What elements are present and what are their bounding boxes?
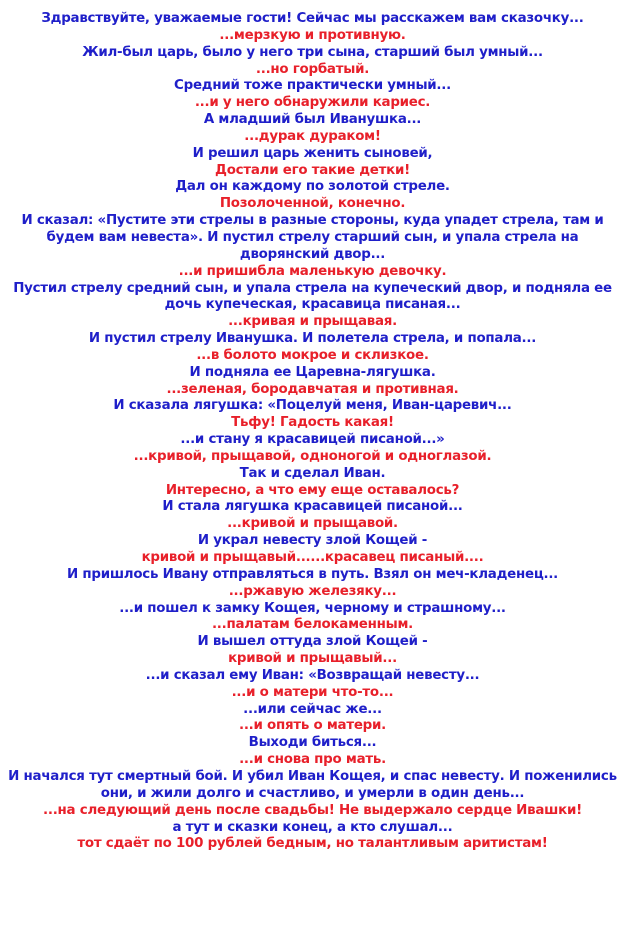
narrator-line: И сказал: «Пустите эти стрелы в разные стороны, куда упадет стрела, там и будем вам невеста». И пустил стрелу старший сын, и упала стрела на дворянский двор... [21, 213, 604, 262]
narrator-line: ...или сейчас же... [243, 701, 382, 717]
narrator-line: ...и стану я красавицей писаной...» [180, 432, 445, 448]
heckler-line: Достали его такие детки! [215, 162, 410, 178]
heckler-line: ...мерзкую и противную. [219, 27, 406, 43]
narrator-line: Здравствуйте, уважаемые гости! Сейчас мы расскажем вам сказочку... [41, 11, 584, 26]
heckler-line: ...в болото мокрое и склизкое. [196, 347, 429, 363]
heckler-line: ...зеленая, бородавчатая и противная. [166, 381, 459, 397]
narrator-line: ...и сказал ему Иван: «Возвращай невесту... [145, 667, 480, 683]
heckler-line: ...ржавую железяку... [228, 583, 397, 599]
narrator-line: А младший был Иванушка... [203, 112, 422, 128]
narrator-line: И вышел оттуда злой Кощей - [197, 634, 428, 650]
narrator-line: И украл невесту злой Кощей - [197, 533, 428, 549]
heckler-line: ...кривой и прыщавой. [227, 516, 398, 532]
narrator-line: Выходи биться... [248, 735, 377, 751]
narrator-line: И решил царь женить сыновей, [192, 145, 433, 161]
heckler-line: ...кривой, прыщавой, одноногой и одноглазой. [133, 448, 492, 464]
heckler-line: ...на следующий день после свадьбы! Не выдержало сердце Ивашки! [43, 802, 582, 818]
narrator-line: Так и сделал Иван. [239, 465, 386, 481]
heckler-line: ...палатам белокаменным. [211, 617, 414, 633]
narrator-line: И стала лягушка красавицей писаной... [162, 499, 463, 515]
heckler-line: ...и пришибла маленькую девочку. [178, 263, 447, 279]
narrator-line: Дал он каждому по золотой стреле. [175, 179, 450, 195]
heckler-line: ...и о матери что-то... [231, 684, 394, 700]
heckler-line: тот сдаёт по 100 рублей бедным, но талантливым аритистам! [77, 836, 548, 852]
heckler-line: ...и снова про мать. [239, 752, 386, 768]
heckler-line: ...и опять о матери. [239, 718, 386, 734]
narrator-line: И пришлось Ивану отправляться в путь. Взял он меч-кладенец... [66, 566, 559, 582]
narrator-line: а тут и сказки конец, а кто слушал... [172, 819, 453, 835]
narrator-line: ...и пошел к замку Кощея, черному и страшному... [119, 600, 506, 616]
heckler-line: Позолоченной, конечно. [219, 196, 406, 212]
heckler-line: Тьфу! Гадость какая! [231, 415, 394, 431]
narrator-line: И подняла ее Царевна-лягушка. [189, 364, 436, 380]
heckler-line: ...кривая и прыщавая. [228, 314, 397, 330]
narrator-line: Средний тоже практически умный... [174, 78, 451, 94]
narrator-line: И сказала лягушка: «Поцелуй меня, Иван-царевич... [113, 398, 512, 414]
narrator-line: И начался тут смертный бой. И убил Иван Кощея, и спас невесту. И поженились они, и жили долго и счастливо, и умерли в один день... [8, 768, 617, 801]
narrator-line: Пустил стрелу средний сын, и упала стрела на купеческий двор, и подняла ее дочь купеческая, красавица писаная... [13, 280, 612, 313]
heckler-line: кривой и прыщавый......красавец писаный.... [141, 550, 484, 565]
narrator-line: И пустил стрелу Иванушка. И полетела стрела, и попала... [88, 331, 537, 347]
story-text [0, 11, 625, 853]
heckler-line: ...но горбатый. [255, 61, 370, 77]
heckler-line: Интересно, а что ему еще оставалось? [165, 482, 460, 498]
narrator-line: Жил-был царь, было у него три сына, старший был умный... [82, 44, 543, 60]
heckler-line: ...и у него обнаружили кариес. [194, 95, 431, 111]
heckler-line: кривой и прыщавый... [228, 651, 397, 667]
heckler-line: ...дурак дураком! [244, 128, 381, 144]
